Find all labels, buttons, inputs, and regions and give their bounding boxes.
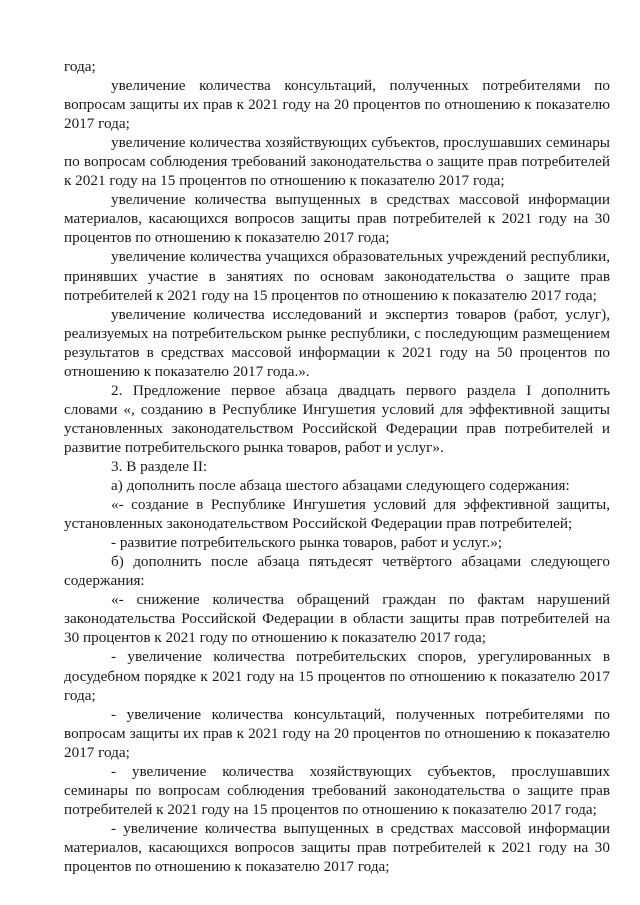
paragraph: - развитие потребительского рынка товаров, работ и услуг.»; [111,534,503,552]
paragraph-continuation: года; [64,58,96,75]
paragraph: увеличение количества консультаций, полученных потребителями по вопросам защиты их прав к 2021 году на 20 процентов по отношению к показателю 2017 года; [64,77,610,133]
paragraph-subitem-a: а) дополнить после абзаца шестого абзацами следующего содержания: [111,477,570,495]
paragraph: - увеличение количества консультаций, полученных потребителями по вопросам защиты их прав к 2021 году на 20 процентов по отношению к показателю 2017 года; [64,705,610,761]
paragraph: увеличение количества хозяйствующих субъектов, прослушавших семинары по вопросам соблюдения требований законодательства о защите прав потребителей к 2021 году на 15 процентов по отношению к показателю 2017 года; [64,134,610,190]
paragraph: - увеличение количества потребительских споров, урегулированных в досудебном порядке к 2021 году на 15 процентов по отношению к показателю 2017 года; [64,648,610,704]
paragraph-item-3: 3. В разделе II: [111,457,208,475]
paragraph: «- создание в Республике Ингушетия условий для эффективной защиты, установленных законодательством Российской Федерации прав потребителей; [64,496,610,533]
document-body [64,57,610,876]
paragraph: - увеличение количества хозяйствующих субъектов, прослушавших семинары по вопросам соблюдения требований законодательства о защите прав потребителей к 2021 году на 15 процентов по отношению к показателю 2017 года; [64,762,610,818]
paragraph: - увеличение количества выпущенных в средствах массовой информации материалов, касающихся вопросов защиты прав потребителей к 2021 году на 30 процентов по отношению к показателю 2017 года; [64,819,610,875]
paragraph-subitem-b: б) дополнить после абзаца пятьдесят четвёртого абзацами следующего содержания: [64,553,610,590]
paragraph: «- снижение количества обращений граждан по фактам нарушений законодательства Российской Федерации в области защиты прав потребителей на 30 процентов к 2021 году по отношению к показателю 2017 года; [64,591,610,647]
paragraph: увеличение количества учащихся образовательных учреждений республики, принявших участие в занятиях по основам законодательства о защите прав потребителей к 2021 году на 15 процентов по отношению к показателю 2017 года; [64,248,610,304]
paragraph: увеличение количества выпущенных в средствах массовой информации материалов, касающихся вопросов защиты прав потребителей к 2021 году на 30 процентов по отношению к показателю 2017 года; [64,191,610,247]
paragraph: увеличение количества исследований и экспертиз товаров (работ, услуг), реализуемых на потребительском рынке республики, с последующим размещением результатов в средствах массовой информации к 2021 году на 50 процентов по отношению к показателю 2017 года.». [64,305,610,380]
paragraph-item-2: 2. Предложение первое абзаца двадцать первого раздела I дополнить словами «, созданию в Республике Ингушетия условий для эффективной защиты установленных законодательством Российской Федерации прав потребителей и развитие потребительского рынка товаров, работ и услуг». [64,381,610,456]
